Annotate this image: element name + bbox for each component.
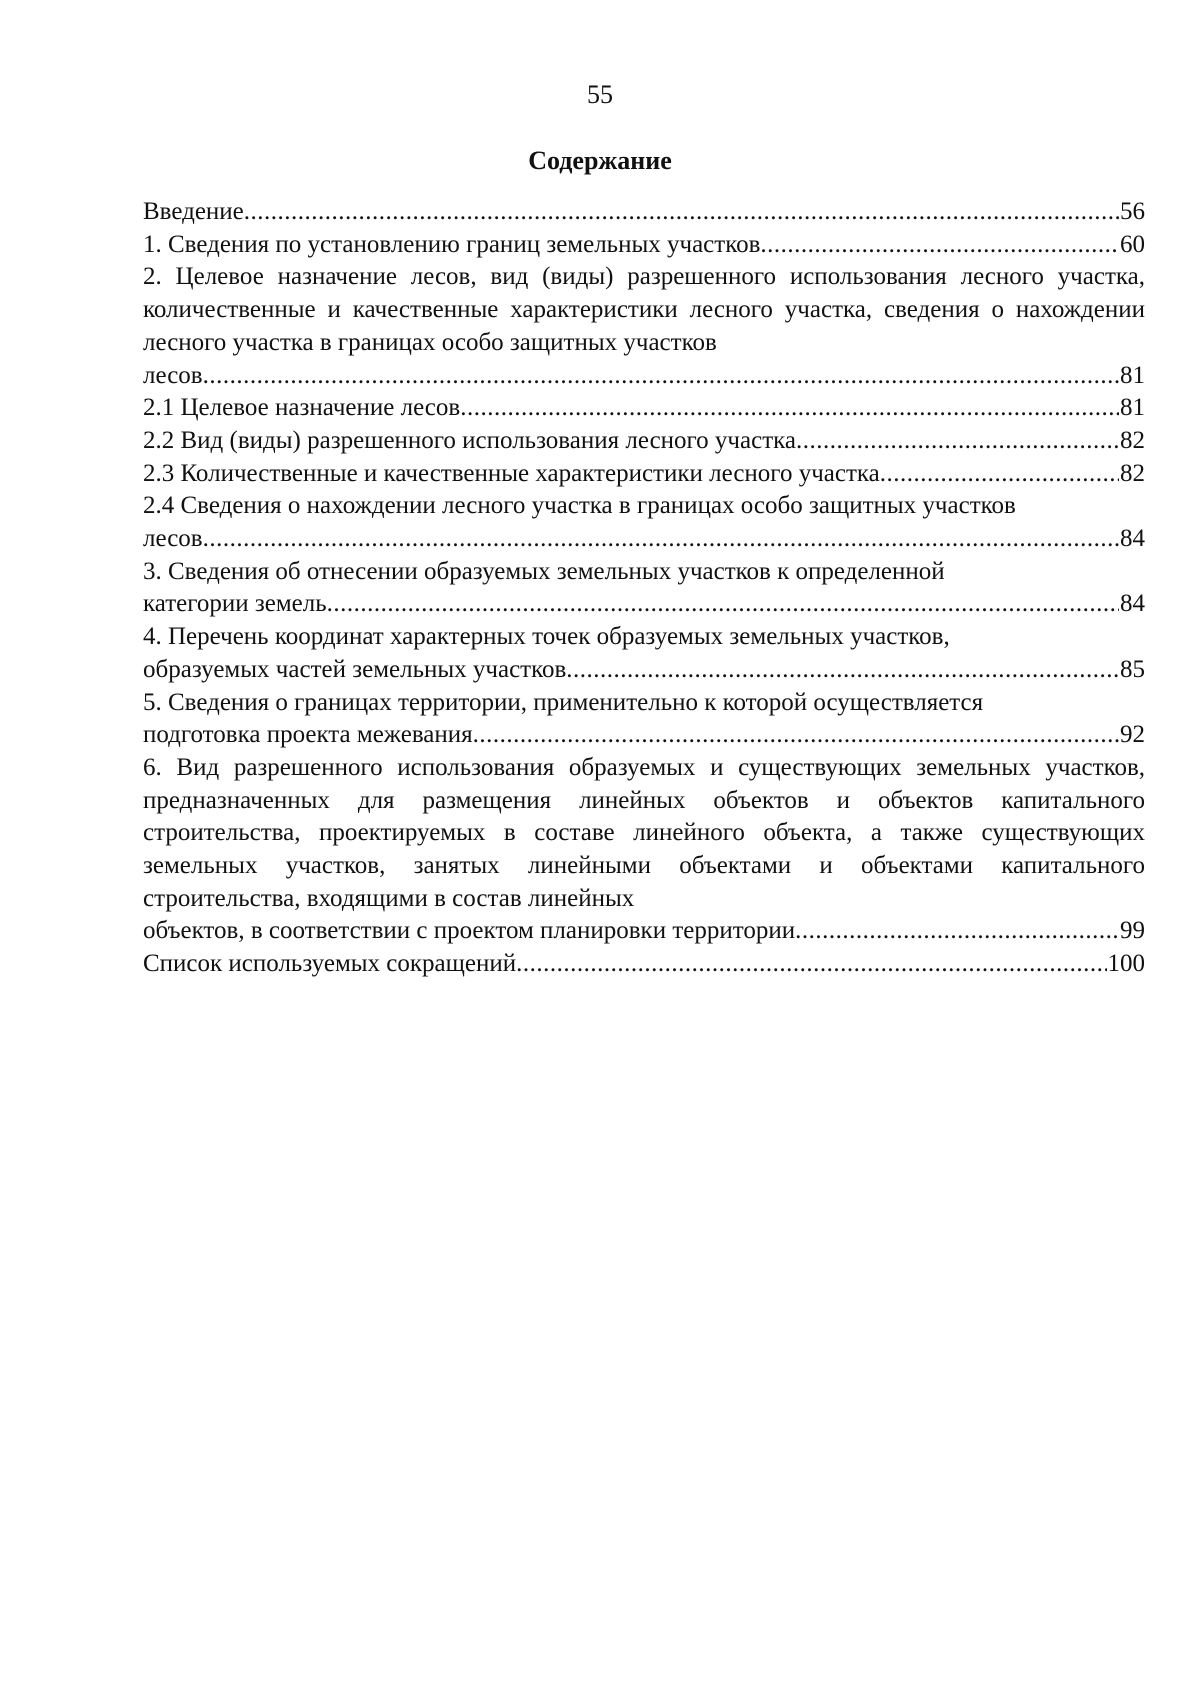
toc-entry-text-lead: 3. Сведения об отнесении образуемых земельных участков к определенной [143,557,945,585]
toc-entry-intro[interactable] [143,196,1145,229]
toc-entry-text: подготовка проекта межевания [143,721,473,749]
toc-entry-text: образуемых частей земельных участков [143,655,567,683]
toc-page-number: 81 [1120,361,1145,389]
toc-dot-leader [795,915,1119,948]
toc-entry-text: лесов [143,525,203,553]
toc-page-number: 100 [1107,950,1145,978]
toc-title: Содержание [528,146,672,175]
toc-entry-text: Введение [143,198,244,225]
toc-page-number: 92 [1120,721,1145,749]
table-of-contents [143,196,1145,981]
toc-page-number: 56 [1120,198,1145,225]
toc-entry-text-lead: 2.4 Сведения о нахождении лесного участка в границах особо защитных участков [143,492,1016,520]
toc-page-number: 99 [1120,917,1145,945]
toc-entry-text: объектов, в соответствии с проектом планировки территории [143,917,796,945]
toc-entry-text-lead: 2. Целевое назначение лесов, вид (виды) разрешенного использования лесного участка, количественные и качественные характеристики лесного участка, сведения о нахождении лесного участка в границах особо защитных участков [143,263,1145,356]
toc-entry-text: категории земель [143,590,327,618]
toc-dot-leader [203,360,1119,393]
toc-entry-text: 2.3 Количественные и качественные характеристики лесного участка [143,459,880,487]
toc-entry-4[interactable] [143,621,1145,686]
page-number: 55 [587,80,613,109]
toc-dot-leader [796,425,1119,458]
toc-entry-text-lead: 4. Перечень координат характерных точек образуемых земельных участков, [143,623,950,651]
toc-entry-2-2[interactable] [143,425,1145,458]
toc-page-number: 82 [1120,459,1145,487]
toc-entry-text: 2.2 Вид (виды) разрешенного использования лесного участка [143,426,796,454]
toc-entry-2-4[interactable] [143,490,1145,555]
toc-page-number: 85 [1120,655,1145,683]
toc-dot-leader [566,654,1119,687]
toc-page-number: 84 [1120,525,1145,553]
toc-dot-leader [473,719,1119,752]
toc-dot-leader [327,588,1119,621]
toc-entry-text-lead: 6. Вид разрешенного использования образуемых и существующих земельных участков, предназначенных для размещения линейных объектов и объектов капитального строительства, проектируемых в составе линейного объекта, а также существующих земельных участков, занятых линейными объектами и объектами капитального строительства, входящими в состав линейных [143,753,1145,912]
toc-entry-2[interactable] [143,261,1145,392]
toc-dot-leader [460,392,1119,425]
toc-dot-leader [244,196,1119,229]
toc-dot-leader [203,523,1119,556]
toc-entry-text-lead: 5. Сведения о границах территории, применительно к которой осуществляется [143,688,984,716]
toc-dot-leader [516,948,1106,981]
toc-dot-leader [880,458,1119,491]
toc-entry-text: 1. Сведения по установлению границ земельных участков [143,230,761,258]
toc-page-number: 84 [1120,590,1145,618]
toc-entry-abbreviations[interactable] [143,948,1145,981]
toc-page-number: 81 [1120,394,1145,422]
toc-entry-5[interactable] [143,687,1145,752]
toc-entry-3[interactable] [143,556,1145,621]
toc-entry-6[interactable] [143,752,1145,948]
toc-dot-leader [760,229,1119,262]
toc-entry-text: Список используемых сокращений [143,950,517,978]
toc-entry-2-1[interactable] [143,392,1145,425]
toc-entry-text: 2.1 Целевое назначение лесов [143,394,461,422]
toc-entry-text: лесов [143,361,203,389]
toc-entry-2-3[interactable] [143,458,1145,491]
toc-page-number: 82 [1120,426,1145,454]
toc-entry-1[interactable] [143,229,1145,262]
toc-page-number: 60 [1120,230,1145,258]
